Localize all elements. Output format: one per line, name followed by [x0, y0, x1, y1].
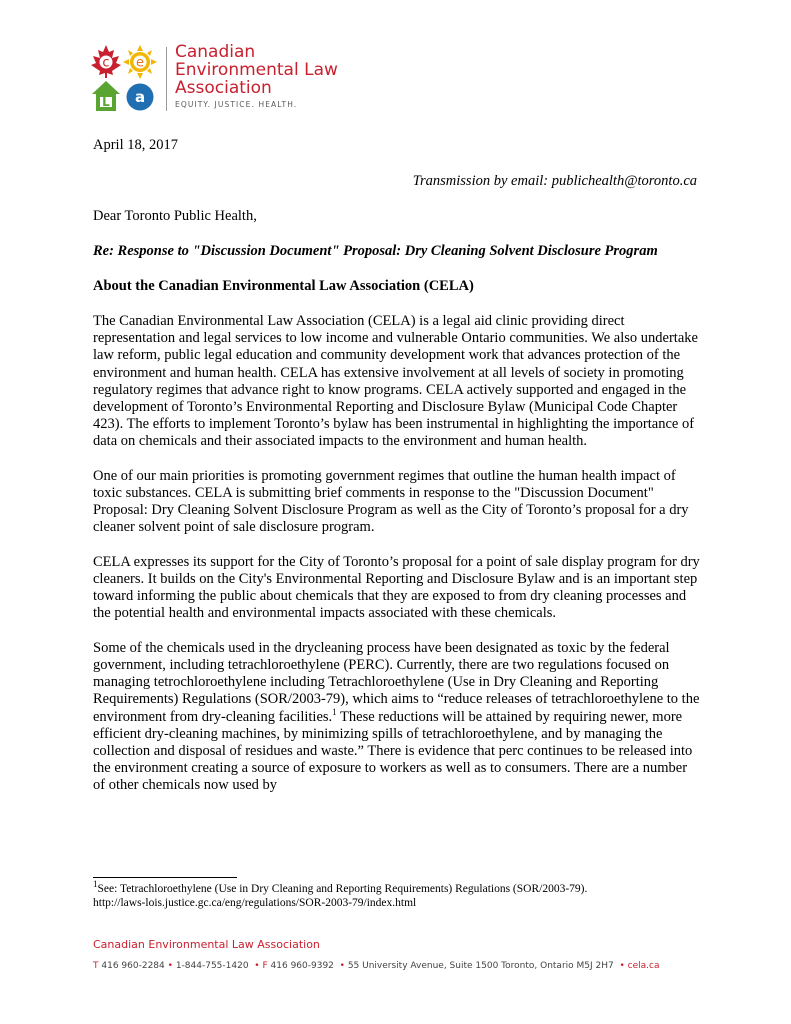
footer-separator-icon: •: [339, 961, 345, 971]
svg-text:a: a: [134, 88, 146, 106]
body-paragraph-2: One of our main priorities is promoting government regimes that outline the human health impact of toxic substances. CELA is submitting brief comments in response to the "Discussion Document" Proposal: Dry Cleaning Solvent Disclosure Program as well as the City of Toronto’s proposal for a dry cleaner solvent point of sale disclosure program.: [93, 467, 689, 536]
footnote-url[interactable]: http://laws-lois.justice.gc.ca/eng/regulations/SOR-2003-79/index.html: [93, 897, 417, 909]
body-paragraph-4: [93, 640, 701, 795]
footer-fax: 416 960-9392: [270, 961, 334, 971]
paragraph-4-text-start: Some of the chemicals used in the drycleaning process have been designated as toxic by the federal government, including tetrachloroethylene (PERC). Currently, there are two regulations focused on managing tetrochloroethylene including Tetrachloroethylene (Use in Dry Cleaning and Reporting Requirements) Regulations (SOR/2003-79), which aims to “reduce releases of tetrachloroethylene to the environment from dry-cleaning facilities.: [93, 639, 700, 725]
footnote: [93, 879, 713, 910]
logo-tagline: EQUITY. JUSTICE. HEALTH.: [175, 100, 298, 109]
logo-line-1: Canadian: [175, 42, 256, 62]
paragraph-4-text-end: These reductions will be attained by requiring newer, more efficient dry-cleaning machines, by minimizing spills of tetrachloroethylene, and by managing the collection and disposal of residues and waste.” There is evidence that perc continues to be released into the environment creating a source of exposure to workers as well as to consumers. There are a number of other chemicals now used by: [93, 708, 693, 794]
footer-separator-icon: •: [254, 961, 260, 971]
letter-body: [93, 313, 701, 812]
svg-text:c: c: [102, 55, 110, 71]
cela-logo: [91, 42, 338, 115]
body-paragraph-3: CELA expresses its support for the City of Toronto’s proposal for a point of sale display program for dry cleaners. It builds on the City's Environmental Reporting and Disclosure Bylaw and is an important step toward informing the public about chemicals that they are exposed to from dry cleaning processes and the potential health and environmental impacts associated with these chemicals.: [93, 553, 700, 622]
footer-address: 55 University Avenue, Suite 1500 Toronto, Ontario M5J 2H7: [347, 961, 614, 971]
footer-separator-icon: •: [619, 961, 625, 971]
footnote-line-1: [93, 879, 713, 896]
logo-line-3: Association: [175, 78, 272, 98]
footer-contact-line: [93, 961, 660, 971]
logo-divider: [166, 47, 167, 111]
subject-line: Re: Response to "Discussion Document" Proposal: Dry Cleaning Solvent Disclosure Program: [93, 243, 658, 259]
body-paragraph-1: The Canadian Environmental Law Association (CELA) is a legal aid clinic providing direct representation and legal services to low income and vulnerable Ontario communities. We also undertake law reform, public legal education and community development work that advances protection of the environment and human health. CELA has extensive involvement at all levels of society in promoting regulatory regimes that advance right to know programs. CELA actively supported and engaged in the development of Toronto’s Environmental Reporting and Disclosure Bylaw (Municipal Code Chapter 423). The efforts to implement Toronto’s bylaw has been instrumental in highlighting the importance of data on chemicals and their associated impacts to the environment and human health.: [93, 313, 698, 450]
footnote-reference[interactable]: 1: [332, 706, 337, 717]
footer-phone-label: T: [93, 961, 99, 971]
svg-text:e: e: [136, 55, 144, 71]
footer-phone: 416 960-2284: [101, 961, 165, 971]
logo-line-2: Environmental Law: [175, 60, 338, 80]
footer-tollfree: 1-844-755-1420: [175, 961, 249, 971]
logo-mark-icon: [91, 43, 159, 113]
footer-website[interactable]: cela.ca: [627, 961, 660, 971]
footer-organization: Canadian Environmental Law Association: [93, 938, 320, 951]
footnote-citation: See: Tetrachloroethylene (Use in Dry Cleaning and Reporting Requirements) Regulations (SOR/2003-79).: [97, 883, 588, 895]
transmission-line: Transmission by email: publichealth@toronto.ca: [412, 173, 697, 189]
salutation: Dear Toronto Public Health,: [93, 208, 257, 224]
svg-text:L: L: [102, 95, 110, 109]
logo-wordmark: [175, 43, 338, 109]
footnote-divider: [93, 877, 237, 878]
footer-separator-icon: •: [167, 961, 173, 971]
section-heading: About the Canadian Environmental Law Association (CELA): [93, 278, 474, 294]
footer-fax-label: F: [262, 961, 268, 971]
letter-date: April 18, 2017: [93, 137, 178, 153]
footnote-mark: 1: [93, 879, 98, 890]
